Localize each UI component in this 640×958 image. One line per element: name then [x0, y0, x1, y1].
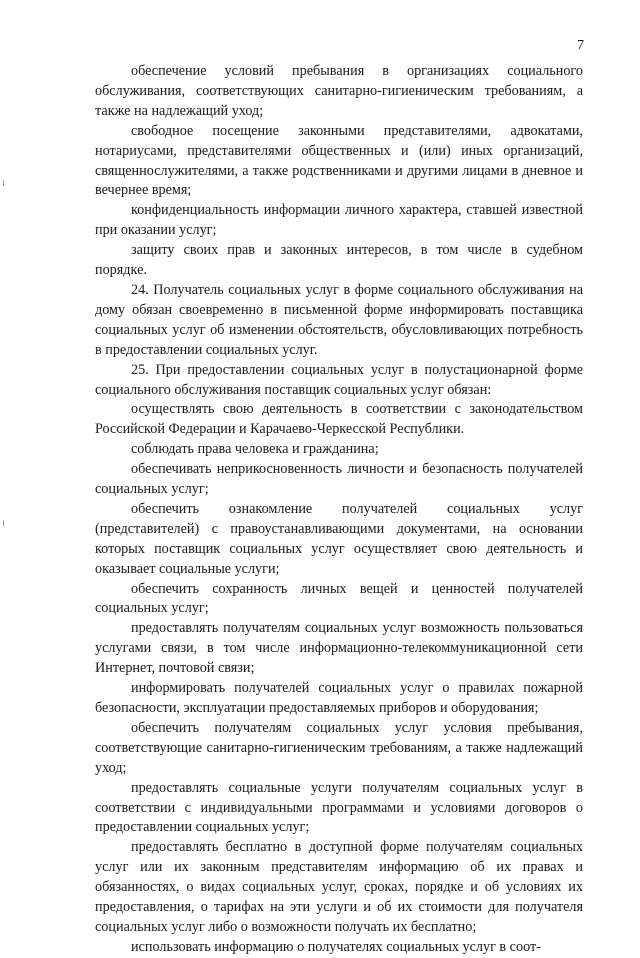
document-body	[95, 62, 583, 958]
paragraph: осуществлять свою деятельность в соответствии с законодательством Российской Федерации и Карачаево-Черкесской Республики.	[95, 401, 583, 438]
paragraph: 24. Получатель социальных услуг в форме социального обслуживания на дому обязан своевременно в письменной форме информировать поставщика социальных услуг об изменении обстоятельств, обусловливающих потребность в предоставлении социальных услуг.	[95, 281, 583, 358]
paragraph: предоставлять получателям социальных услуг возможность пользоваться услугами связи, в том числе информационно-телекоммуникационной сети Интернет, почтовой связи;	[95, 620, 583, 677]
paragraph: предоставлять бесплатно в доступной форме получателям социальных услуг или их законным представителям информацию об их правах и обязанностях, о видах социальных услуг, сроках, порядке и об условиях их предоставления, о тарифах на эти услуги и об их стоимости для получателя социальных услуг либо о возможности получать их бесплатно;	[95, 839, 583, 935]
paragraph: соблюдать права человека и гражданина;	[131, 441, 379, 458]
page-number: 7	[577, 38, 584, 53]
scan-edge-mark	[3, 520, 4, 526]
paragraph: обеспечить ознакомление получателей социальных услуг (представителей) с правоустанавливающими документами, на основании которых поставщик социальных услуг осуществляет свою деятельность и оказывает социальные услуги;	[95, 500, 583, 577]
paragraph: обеспечить получателям социальных услуг условия пребывания, соответствующие санитарно-гигиеническим требованиям, а также надлежащий уход;	[95, 719, 583, 776]
paragraph: 25. При предоставлении социальных услуг в полустационарной форме социального обслуживания поставщик социальных услуг обязан:	[95, 361, 583, 398]
paragraph: предоставлять социальные услуги получателям социальных услуг в соответствии с индивидуальными программами и условиями договоров о предоставлении социальных услуг;	[95, 779, 583, 836]
paragraph: использовать информацию о получателях социальных услуг в соот-	[131, 938, 541, 955]
paragraph: обеспечивать неприкосновенность личности и безопасность получателей социальных услуг;	[95, 461, 583, 498]
paragraph: обеспечение условий пребывания в организациях социального обслуживания, соответствующих санитарно-гигиеническим требованиям, а также на надлежащий уход;	[95, 63, 583, 119]
paragraph: конфиденциальность информации личного характера, ставшей известной при оказании услуг;	[95, 202, 583, 239]
paragraph: информировать получателей социальных услуг о правилах пожарной безопасности, эксплуатации предоставляемых приборов и оборудования;	[95, 680, 583, 716]
scan-edge-mark	[3, 180, 4, 186]
paragraph: защиту своих прав и законных интересов, в том числе в судебном порядке.	[95, 242, 583, 279]
paragraph: обеспечить сохранность личных вещей и ценностей получателей социальных услуг;	[95, 580, 583, 617]
paragraph: свободное посещение законными представителями, адвокатами, нотариусами, представителями общественных и (или) иных организаций, священнослужителями, а также родственниками и другими лицами в дневное и вечернее время;	[95, 122, 583, 199]
